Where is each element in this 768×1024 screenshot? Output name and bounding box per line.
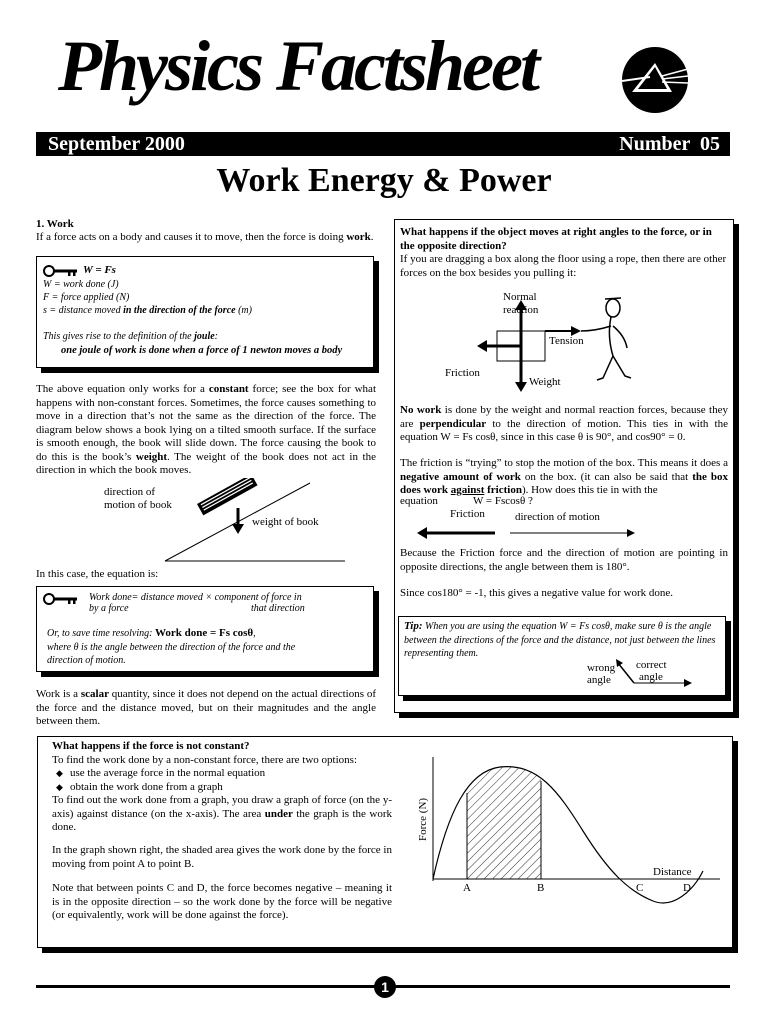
- stick-figure-icon: [581, 298, 631, 380]
- formula-w: W = work done (J): [43, 279, 119, 290]
- friction-arrow-label: Friction: [450, 508, 485, 520]
- formula-box: [36, 256, 374, 368]
- right-angles-box: [394, 219, 734, 713]
- friction-paragraph: The friction is “trying” to stop the motion of the box. This means it does a negative amount of work on the box. (it can also be said that the box does work against friction). How does this tie in with the: [400, 457, 728, 496]
- angle-diagram: [614, 653, 694, 693]
- point-c-label: C: [636, 882, 644, 894]
- y-axis-label: Force (N): [417, 797, 429, 841]
- friction-motion-arrows: [415, 523, 645, 543]
- work-box-line2b: that direction: [251, 603, 305, 614]
- equation-question: W = Fscosθ ?: [473, 495, 533, 507]
- formula-s: s = distance moved in the direction of the force (m): [43, 305, 252, 316]
- wrong-angle-label-2: angle: [587, 674, 611, 686]
- right-box-heading: What happens if the object moves at right angles to the force, or in the opposite direction?: [400, 226, 712, 252]
- resolve-line: Or, to save time resolving: Work done = Fs cosθ,: [47, 627, 256, 639]
- tip-text: Tip: When you are using the equation W = Fs cosθ, make sure θ is the angle between the directions of the force and the distance, not just between the lines representing them.: [404, 620, 716, 659]
- theta-line-1: where θ is the angle between the direction of the force and the: [47, 642, 296, 653]
- right-box-intro: If you are dragging a box along the floor using a rope, then there are other forces on the box besides you pulling it:: [400, 253, 727, 279]
- theta-line-2: direction of motion.: [47, 655, 126, 666]
- opposite-directions-paragraph: Because the Friction force and the direction of motion are pointing in opposite directions, the angle between them is 180°.: [400, 547, 728, 573]
- no-work-paragraph: No work is done by the weight and normal reaction forces, because they are perpendicular to the direction of motion. This ties in with the equation W = Fs cosθ, since in this case θ is 90°, and cos90° = 0.: [400, 404, 728, 443]
- direction-label-2: motion of book: [104, 499, 172, 511]
- issue-number: Number 05: [619, 133, 720, 155]
- correct-angle-label-2: angle: [639, 671, 663, 683]
- x-axis-label: Distance: [653, 866, 692, 878]
- work-box-line2a: by a force: [89, 603, 129, 614]
- equation-label: equation: [400, 495, 438, 507]
- masthead-title: Physics Factsheet: [58, 26, 537, 106]
- bottom-box-heading: What happens if the force is not constant?: [52, 740, 250, 752]
- joule-definition: one joule of work is done when a force of 1 newton moves a body: [61, 345, 343, 356]
- wrong-angle-label-1: wrong: [587, 662, 616, 674]
- cos180-paragraph: Since cos180° = -1, this gives a negative value for work done.: [400, 587, 674, 599]
- point-d-label: D: [683, 882, 691, 894]
- formula-f: F = force applied (N): [43, 292, 130, 303]
- normal-label-2: reaction: [503, 304, 539, 316]
- tip-box: [398, 616, 726, 696]
- key-icon: [43, 592, 79, 606]
- date-bar: [36, 132, 730, 156]
- work-box-line1: Work done= distance moved × component of force in: [89, 592, 302, 603]
- list-item: ◆ obtain the work done from a graph: [52, 781, 392, 795]
- options-list: [52, 767, 392, 794]
- weight-label: weight of book: [252, 516, 319, 528]
- list-item: ◆ use the average force in the normal equation: [52, 767, 392, 781]
- formula-eq: W = Fs: [83, 264, 116, 276]
- page-number: 1: [374, 976, 396, 998]
- scalar-paragraph: Work is a scalar quantity, since it does not depend on the actual directions of the force and the distance moved, but on their magnitudes and the angle between them.: [36, 688, 376, 727]
- section-heading-work: 1. Work: [36, 218, 74, 230]
- weight-force-label: Weight: [529, 376, 561, 388]
- prism-logo-icon: [620, 45, 690, 115]
- tension-label: Tension: [549, 335, 584, 347]
- negative-work-paragraph: Note that between points C and D, the force becomes negative – meaning it is in the opposite direction – so the work done by the force will be negative (or equivalently, work will be done against the force).: [52, 882, 392, 921]
- joule-intro: This gives rise to the definition of the joule:: [43, 331, 219, 342]
- equation-intro: In this case, the equation is:: [36, 568, 159, 580]
- graph-paragraph: To find out the work done from a graph, you draw a graph of force (on the y-axis) against distance (on the x-axis). The area under the graph is the work done.: [52, 794, 392, 833]
- friction-label: Friction: [445, 367, 480, 379]
- point-b-label: B: [537, 882, 545, 894]
- bottom-box-intro: To find the work done by a non-constant force, there are two options:: [52, 754, 358, 766]
- force-distance-graph: [408, 751, 726, 941]
- constant-force-paragraph: The above equation only works for a constant force; see the box for what happens with non-constant forces. Sometimes, the force causes something to move in a direction that’s not the same as the direction of the force. The diagram below shows a book lying on a tilted smooth surface. If the surface is smooth enough, the book will slide down. The force causing the book to do this is the book’s weight. The weight of the book does not act in the direction in which the book moves.: [36, 383, 376, 476]
- correct-angle-label-1: correct: [636, 659, 667, 671]
- key-icon: [43, 264, 79, 278]
- work-intro: If a force acts on a body and causes it to move, then the force is doing work.: [36, 231, 374, 243]
- non-constant-force-box: [37, 736, 733, 948]
- direction-label-1: direction of: [104, 486, 156, 498]
- shaded-area-paragraph: In the graph shown right, the shaded area gives the work done by the force in moving from point A to point B.: [52, 844, 392, 870]
- page-title: Work Energy & Power: [216, 162, 552, 199]
- work-equation-box: [36, 586, 374, 672]
- book-icon: [197, 478, 258, 515]
- issue-date: September 2000: [48, 133, 185, 155]
- normal-label-1: Normal: [503, 291, 537, 303]
- motion-arrow-label: direction of motion: [515, 511, 600, 523]
- point-a-label: A: [463, 882, 471, 894]
